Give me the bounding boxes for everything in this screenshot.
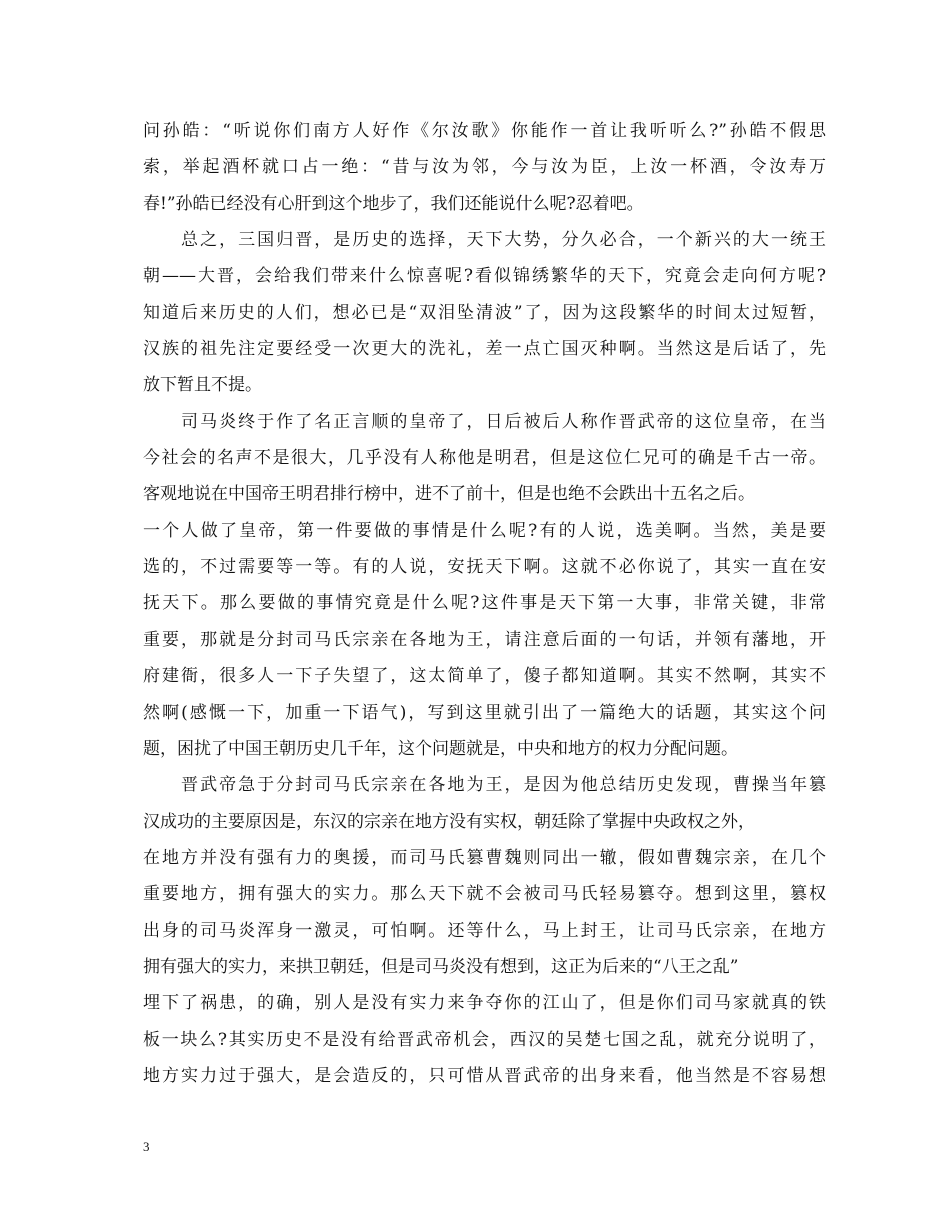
text-line: 抚天下。那么要做的事情究竟是什么呢?这件事是天下第一大事，非常关键，非常 [143, 593, 826, 614]
text-line: 重要，那就是分封司马氏宗亲在各地为王，请注意后面的一句话，并领有藩地，开 [143, 629, 826, 650]
body-text [143, 113, 826, 1094]
text-line: 汉成功的主要原因是，东汉的宗亲在地方没有实权，朝廷除了掌握中央政权之外， [143, 811, 755, 832]
text-line: 汉族的祖先注定要经受一次更大的洗礼，差一点亡国灭种啊。当然这是后话了，先 [143, 339, 826, 360]
text-line: 春!”孙皓已经没有心肝到这个地步了，我们还能说什么呢?忍着吧。 [143, 193, 644, 214]
text-line: 总之，三国归晋，是历史的选择，天下大势，分久必合，一个新兴的大一统王 [143, 230, 826, 251]
text-line: 今社会的名声不是很大，几乎没有人称他是明君，但是这位仁兄可的确是千古一帝。 [143, 448, 826, 469]
text-line: 出身的司马炎浑身一激灵，可怕啊。还等什么，马上封王，让司马氏宗亲，在地方 [143, 920, 826, 941]
text-line: 埋下了祸患，的确，别人是没有实力来争夺你的江山了，但是你们司马家就真的铁 [143, 993, 826, 1014]
text-line: 放下暂且不提。 [143, 375, 262, 396]
text-line: 府建衙，很多人一下子失望了，这太简单了，傻子都知道啊。其实不然啊，其实不 [143, 666, 826, 687]
text-line: 在地方并没有强有力的奥援，而司马氏篡曹魏则同出一辙，假如曹魏宗亲，在几个 [143, 847, 826, 868]
text-line: 晋武帝急于分封司马氏宗亲在各地为王，是因为他总结历史发现，曹操当年篡 [143, 775, 826, 796]
text-line: 地方实力过于强大，是会造反的，只可惜从晋武帝的出身来看，他当然是不容易想 [143, 1065, 826, 1086]
text-line: 然啊(感慨一下，加重一下语气)，写到这里就引出了一篇绝大的话题，其实这个问 [143, 702, 826, 723]
text-line: 板一块么?其实历史不是没有给晋武帝机会，西汉的吴楚七国之乱，就充分说明了， [143, 1029, 826, 1050]
text-line: 拥有强大的实力，来拱卫朝廷，但是司马炎没有想到，这正为后来的“八王之乱” [143, 956, 739, 977]
text-line: 朝——大晋，会给我们带来什么惊喜呢?看似锦绣繁华的天下，究竟会走向何方呢? [143, 266, 826, 287]
text-line: 知道后来历史的人们，想必已是“双泪坠清波”了，因为这段繁华的时间太过短暂， [143, 302, 826, 323]
text-line: 客观地说在中国帝王明君排行榜中，进不了前十，但是也绝不会跌出十五名之后。 [143, 484, 755, 505]
text-line: 重要地方，拥有强大的实力。那么天下就不会被司马氏轻易篡夺。想到这里，篡权 [143, 884, 826, 905]
text-line: 题，困扰了中国王朝历史几千年，这个问题就是，中央和地方的权力分配问题。 [143, 738, 738, 759]
text-line: 选的，不过需要等一等。有的人说，安抚天下啊。这就不必你说了，其实一直在安 [143, 557, 826, 578]
text-line: 司马炎终于作了名正言顺的皇帝了，日后被后人称作晋武帝的这位皇帝，在当 [143, 411, 826, 432]
page-number: 3 [143, 1139, 150, 1154]
text-line: 索，举起酒杯就口占一绝：“昔与汝为邻，今与汝为臣，上汝一杯酒，令汝寿万 [143, 157, 826, 178]
text-line: 问孙皓：“听说你们南方人好作《尔汝歌》你能作一首让我听听么?”孙皓不假思 [143, 121, 826, 141]
text-line: 一个人做了皇帝，第一件要做的事情是什么呢?有的人说，选美啊。当然，美是要 [143, 520, 826, 541]
